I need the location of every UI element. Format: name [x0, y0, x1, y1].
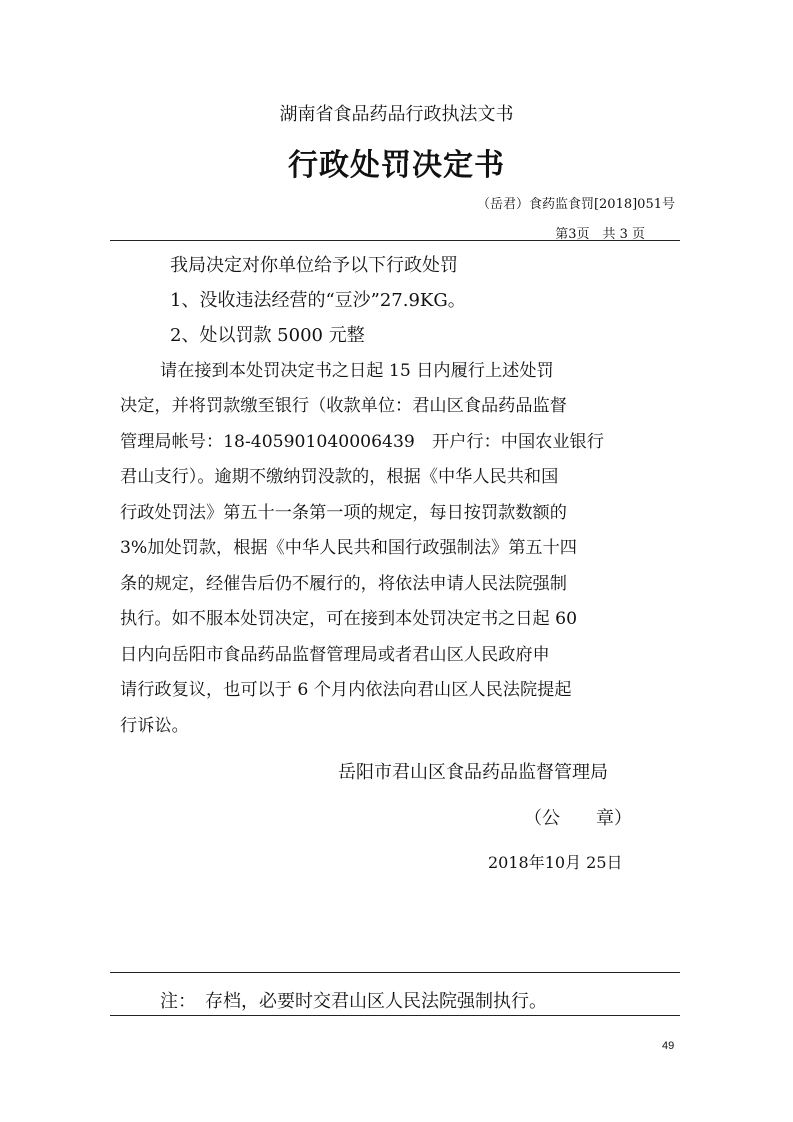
page-indicator: 第3页 共 3 页 [555, 227, 645, 242]
body-line: 日内向岳阳市食品药品监督管理局或者君山区人民政府申 [120, 645, 550, 665]
body-line: 管理局帐号：18-405901040006439 开户行：中国农业银行 [120, 432, 604, 452]
note-divider-top [110, 972, 680, 973]
body-line: 行诉讼。 [120, 716, 189, 736]
body-line: 我局决定对你单位给予以下行政处罚 [170, 255, 458, 276]
document-number: （岳君）食药监食罚[2018]051号 [476, 197, 675, 212]
body-line: 请在接到本处罚决定书之日起 15 日内履行上述处罚 [160, 361, 554, 381]
body-line: 3%加处罚款，根据《中华人民共和国行政强制法》第五十四 [120, 538, 577, 558]
body-line: 条的规定，经催告后仍不履行的，将依法申请人民法院强制 [120, 574, 567, 594]
note-divider-bottom [110, 1015, 680, 1016]
header-divider [110, 240, 680, 241]
body-line: 请行政复议，也可以于 6 个月内依法向君山区人民法院提起 [120, 680, 572, 700]
body-line: 君山支行）。逾期不缴纳罚没款的，根据《中华人民共和国 [120, 467, 559, 487]
seal-label: （公 章） [524, 808, 632, 829]
body-line: 执行。如不服本处罚决定，可在接到本处罚决定书之日起 60 [120, 609, 578, 629]
note-text: 注： 存档，必要时交君山区人民法院强制执行。 [160, 991, 547, 1012]
body-line: 决定，并将罚款缴至银行（收款单位：君山区食品药品监督 [120, 396, 567, 416]
document-title: 行政处罚决定书 [288, 148, 505, 183]
issuing-organization: 岳阳市君山区食品药品监督管理局 [338, 762, 608, 783]
document-header-subtitle: 湖南省食品药品行政执法文书 [279, 104, 514, 125]
issue-date: 2018年10月 25日 [488, 853, 623, 872]
body-line: 1、没收违法经营的“豆沙”27.9KG。 [170, 290, 466, 311]
body-line: 行政处罚法》第五十一条第一项的规定，每日按罚款数额的 [120, 503, 567, 523]
page-number: 49 [662, 1040, 675, 1052]
body-line: 2、处以罚款 5000 元整 [170, 325, 365, 346]
